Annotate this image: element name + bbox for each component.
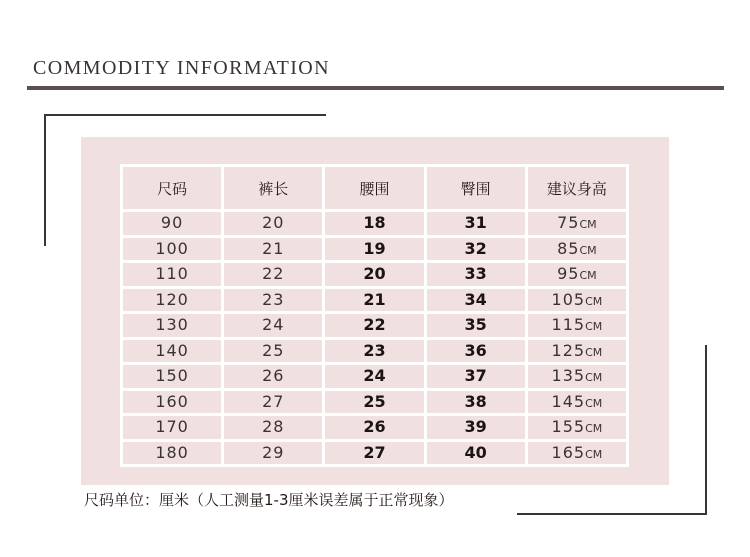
cell-size xyxy=(123,365,221,388)
cell-length-value: 24 xyxy=(262,315,285,335)
unit-label: CM xyxy=(585,422,603,436)
cell-length xyxy=(224,391,322,414)
cell-waist-value: 18 xyxy=(363,213,386,233)
cell-hip xyxy=(427,365,525,388)
cell-length-value: 22 xyxy=(262,264,285,284)
cell-size-value: 130 xyxy=(155,315,189,335)
cell-size xyxy=(123,238,221,261)
cell-waist xyxy=(325,391,423,414)
cell-size-value: 100 xyxy=(155,238,189,258)
table-row xyxy=(123,416,626,439)
corner-bracket-top-left-vertical xyxy=(44,114,46,246)
cell-waist-value: 26 xyxy=(363,417,386,437)
cell-height-value: 165 xyxy=(551,442,586,462)
corner-bracket-bottom-right-vertical xyxy=(705,345,707,515)
cell-hip xyxy=(427,416,525,439)
cell-waist xyxy=(325,340,423,363)
cell-size-value: 180 xyxy=(155,442,189,462)
table-row xyxy=(123,289,626,312)
cell-length-value: 25 xyxy=(262,340,285,360)
table-row xyxy=(123,340,626,363)
cell-waist xyxy=(325,238,423,261)
unit-label: CM xyxy=(579,269,597,283)
cell-hip xyxy=(427,289,525,312)
cell-waist xyxy=(325,442,423,465)
cell-waist-value: 20 xyxy=(363,264,386,284)
cell-hip xyxy=(427,391,525,414)
unit-label: CM xyxy=(585,396,603,410)
cell-size xyxy=(123,263,221,286)
cell-size xyxy=(123,442,221,465)
unit-label: CM xyxy=(585,371,603,385)
cell-length-value: 28 xyxy=(262,417,285,437)
cell-hip-value: 40 xyxy=(464,442,487,462)
cell-hip-value: 32 xyxy=(464,238,487,258)
cell-height-value: 145 xyxy=(551,391,586,411)
cell-hip xyxy=(427,212,525,235)
cell-hip-value: 39 xyxy=(464,417,487,437)
unit-label: CM xyxy=(585,294,603,308)
table-row xyxy=(123,314,626,337)
table-row xyxy=(123,212,626,235)
cell-waist xyxy=(325,416,423,439)
cell-size-value: 160 xyxy=(155,391,189,411)
cell-hip xyxy=(427,442,525,465)
header-size: 尺码 xyxy=(123,167,221,209)
table-body xyxy=(123,212,626,464)
cell-length-value: 20 xyxy=(262,213,285,233)
cell-hip-value: 36 xyxy=(464,340,487,360)
cell-size xyxy=(123,289,221,312)
table-row xyxy=(123,391,626,414)
cell-waist-value: 19 xyxy=(363,238,386,258)
cell-length xyxy=(224,238,322,261)
unit-label: CM xyxy=(579,218,597,232)
cell-size-value: 90 xyxy=(160,213,184,233)
cell-height xyxy=(528,263,626,286)
cell-length-value: 29 xyxy=(262,442,285,462)
header-hip: 臀围 xyxy=(427,167,525,209)
cell-waist xyxy=(325,314,423,337)
size-chart-grid xyxy=(120,164,629,467)
cell-height xyxy=(528,212,626,235)
cell-height-value: 125 xyxy=(551,340,586,360)
cell-height-value: 85 xyxy=(557,238,580,258)
cell-waist xyxy=(325,263,423,286)
cell-hip xyxy=(427,238,525,261)
cell-size-value: 140 xyxy=(155,340,189,360)
cell-hip-value: 35 xyxy=(464,315,487,335)
header-height: 建议身高 xyxy=(528,167,626,209)
cell-waist xyxy=(325,212,423,235)
cell-waist-value: 22 xyxy=(363,315,386,335)
cell-height xyxy=(528,416,626,439)
cell-length xyxy=(224,442,322,465)
cell-size-value: 170 xyxy=(155,417,189,437)
table-row xyxy=(123,442,626,465)
unit-label: CM xyxy=(585,447,603,461)
unit-label: CM xyxy=(585,320,603,334)
cell-waist-value: 25 xyxy=(363,391,386,411)
cell-length-value: 27 xyxy=(262,391,285,411)
cell-size xyxy=(123,212,221,235)
header-length: 裤长 xyxy=(224,167,322,209)
size-chart-table xyxy=(120,164,629,467)
cell-size-value: 120 xyxy=(155,289,189,309)
unit-label: CM xyxy=(585,345,603,359)
cell-waist xyxy=(325,289,423,312)
cell-height-value: 75 xyxy=(557,213,580,233)
header-waist: 腰围 xyxy=(325,167,423,209)
cell-hip-value: 31 xyxy=(464,213,487,233)
cell-hip xyxy=(427,314,525,337)
cell-size xyxy=(123,391,221,414)
cell-height-value: 115 xyxy=(551,315,586,335)
cell-height-value: 95 xyxy=(557,264,580,284)
cell-hip xyxy=(427,263,525,286)
table-row xyxy=(123,365,626,388)
cell-length xyxy=(224,314,322,337)
cell-height xyxy=(528,289,626,312)
cell-height xyxy=(528,442,626,465)
cell-length-value: 21 xyxy=(262,238,285,258)
cell-height xyxy=(528,340,626,363)
cell-size xyxy=(123,314,221,337)
cell-size-value: 150 xyxy=(155,366,189,386)
heading-divider xyxy=(27,86,724,90)
cell-height-value: 135 xyxy=(551,366,586,386)
cell-length xyxy=(224,289,322,312)
section-heading: COMMODITY INFORMATION xyxy=(33,57,330,79)
cell-hip-value: 34 xyxy=(464,289,487,309)
cell-height-value: 105 xyxy=(551,289,586,309)
cell-length xyxy=(224,365,322,388)
cell-waist-value: 24 xyxy=(363,366,386,386)
cell-waist xyxy=(325,365,423,388)
cell-length xyxy=(224,340,322,363)
corner-bracket-bottom-right-horizontal xyxy=(517,513,707,515)
cell-waist-value: 21 xyxy=(363,289,386,309)
cell-hip-value: 33 xyxy=(464,264,487,284)
cell-length xyxy=(224,416,322,439)
cell-hip-value: 37 xyxy=(464,366,487,386)
cell-length xyxy=(224,263,322,286)
cell-size xyxy=(123,416,221,439)
cell-waist-value: 23 xyxy=(363,340,386,360)
cell-height xyxy=(528,314,626,337)
cell-hip-value: 38 xyxy=(464,391,487,411)
table-row xyxy=(123,238,626,261)
corner-bracket-top-left-horizontal xyxy=(44,114,326,116)
cell-height xyxy=(528,391,626,414)
cell-height xyxy=(528,365,626,388)
cell-size xyxy=(123,340,221,363)
table-row xyxy=(123,263,626,286)
table-header-row xyxy=(123,167,626,209)
cell-size-value: 110 xyxy=(155,264,189,284)
cell-height-value: 155 xyxy=(551,417,586,437)
unit-label: CM xyxy=(579,243,597,257)
cell-hip xyxy=(427,340,525,363)
cell-length xyxy=(224,212,322,235)
measurement-note: 尺码单位：厘米（人工测量1-3厘米误差属于正常现象） xyxy=(84,491,454,509)
cell-height xyxy=(528,238,626,261)
cell-length-value: 26 xyxy=(262,366,285,386)
cell-waist-value: 27 xyxy=(363,442,386,462)
cell-length-value: 23 xyxy=(262,289,285,309)
